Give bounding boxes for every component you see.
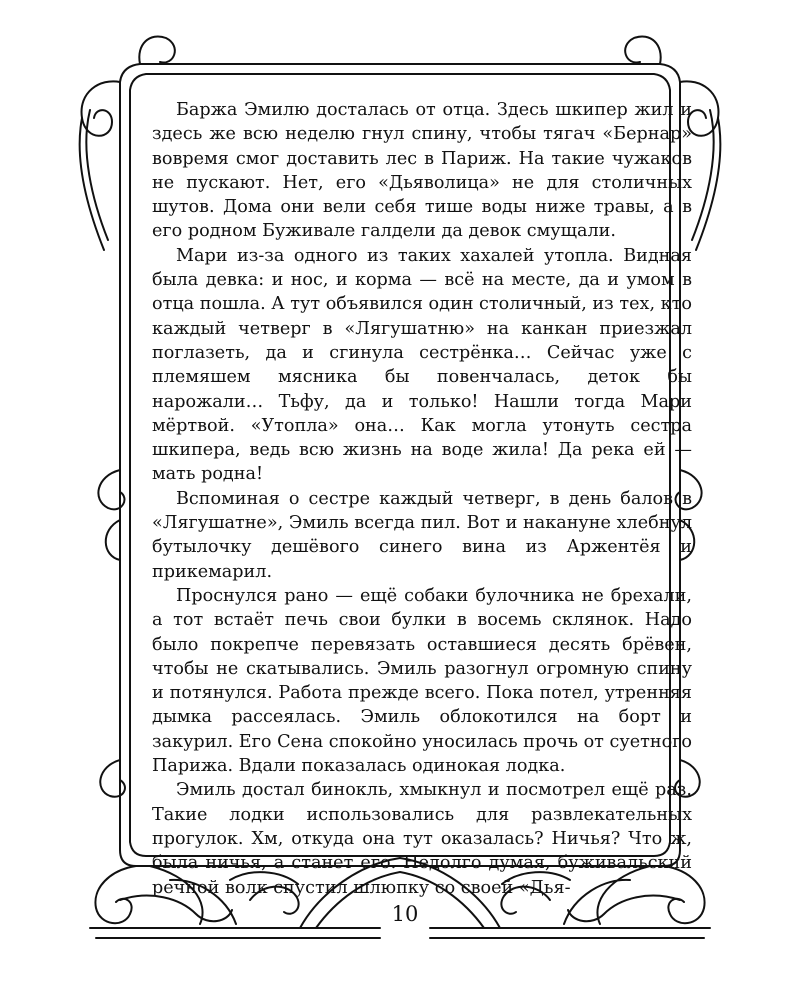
paragraph: Баржа Эмилю досталась от отца. Здесь шкипер жил и здесь же всю неделю гнул спину, чтобы тягач «Бернар» вовремя смог доставить лес в Париж. На такие чужаков не пускают. Нет, его «Дьяволица» не для столичных шутов. Дома они вели себя тише воды ниже травы, а в его родном Буживале галдели да девок смущали. (152, 100, 692, 242)
paragraph: Вспоминая о сестре каждый четверг, в день балов в «Лягушатне», Эмиль всегда пил. Вот и накануне хлебнул бутылочку дешёвого синего вина из Аржентёя и прикемарил. (152, 488, 692, 582)
paragraph: Проснулся рано — ещё собаки булочника не брехали, а тот встаёт печь свои булки в восемь склянок. Надо было покрепче перевязать оставшиеся десять брёвен, чтобы не скатывались. Эмиль разогнул огромную спину и потянулся. Работа прежде всего. Пока потел, утренняя дымка рассеялась. Эмиль облокотился на борт и закурил. Его Сена спокойно уносилась прочь от суетного Парижа. Вдали показалась одинокая лодка. (152, 585, 692, 777)
page-number: 10 (391, 902, 419, 926)
paragraph: Мари из-за одного из таких хахалей утопла. Видная была девка: и нос, и корма — всё на месте, да и умом в отца пошла. А тут объявился один столичный, из тех, кто каждый четверг в «Лягушатню» на канкан приезжал поглазеть, да и сгинула сестрёнка… Сейчас уже с племяшем мясника бы повенчалась, деток бы нарожали… Тьфу, да и только! Нашли тогда Мари мёртвой. «Утопла» она… Как могла утонуть сестра шкипера, ведь всю жизнь на воде жила! Да река ей — мать родна! (152, 245, 692, 485)
paragraph: Эмиль достал бинокль, хмыкнул и посмотрел ещё раз. Такие лодки использовались для развлекательных прогулок. Хм, откуда она тут оказалась? Ничья? Что ж, была ничья, а станет его. Недолго думая, буживальский речной волк спустил шлюпку со своей «Дья- (152, 780, 692, 898)
main-text (152, 98, 692, 900)
